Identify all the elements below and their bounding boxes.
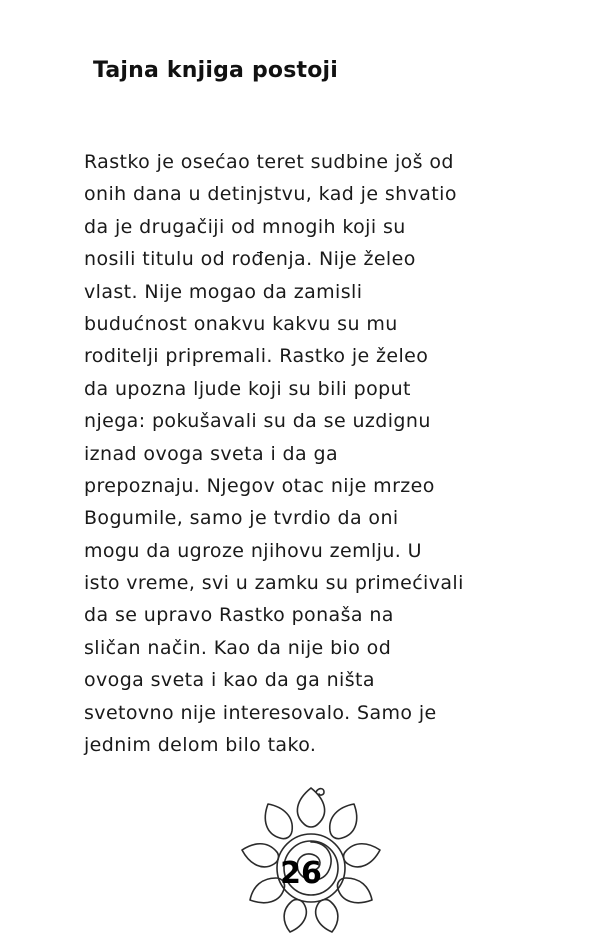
- text-line: mogu da ugroze njihovu zemlju. U: [84, 539, 422, 562]
- text-line: prepoznaju. Njegov otac nije mrzeo: [84, 474, 435, 497]
- text-line: iznad ovoga sveta i da ga: [84, 442, 339, 465]
- text-line: budućnost onakvu kakvu su mu: [84, 312, 398, 335]
- body-paragraph: [84, 146, 524, 761]
- text-line: roditelji pripremali. Rastko je želeo: [84, 345, 429, 368]
- chapter-title: Tajna knjiga postoji: [93, 58, 339, 83]
- text-line: isto vreme, svi u zamku su primećivali: [84, 572, 464, 595]
- text-line: jednim delom bilo tako.: [84, 734, 317, 757]
- text-line: Rastko je osećao teret sudbine još od: [84, 151, 454, 173]
- text-line: da upozna ljude koji su bili poput: [84, 377, 411, 400]
- text-line: da se upravo Rastko ponaša na: [84, 604, 394, 627]
- text-line: sličan način. Kao da nije bio od: [84, 636, 392, 659]
- text-line: onih dana u detinjstvu, kad je shvatio: [84, 183, 457, 206]
- text-line: vlast. Nije mogao da zamisli: [84, 280, 363, 303]
- text-line: ovoga sveta i kao da ga ništa: [84, 669, 375, 692]
- text-line: da je drugačiji od mnogih koji su: [84, 215, 406, 238]
- text-line: Bogumile, samo je tvrdio da oni: [84, 507, 399, 530]
- text-line: svetovno nije interesovalo. Samo je: [84, 701, 437, 724]
- text-line: njega: pokušavali su da se uzdignu: [84, 410, 431, 433]
- page-number: 26: [280, 856, 322, 891]
- text-line: nosili titulu od rođenja. Nije želeo: [84, 248, 416, 271]
